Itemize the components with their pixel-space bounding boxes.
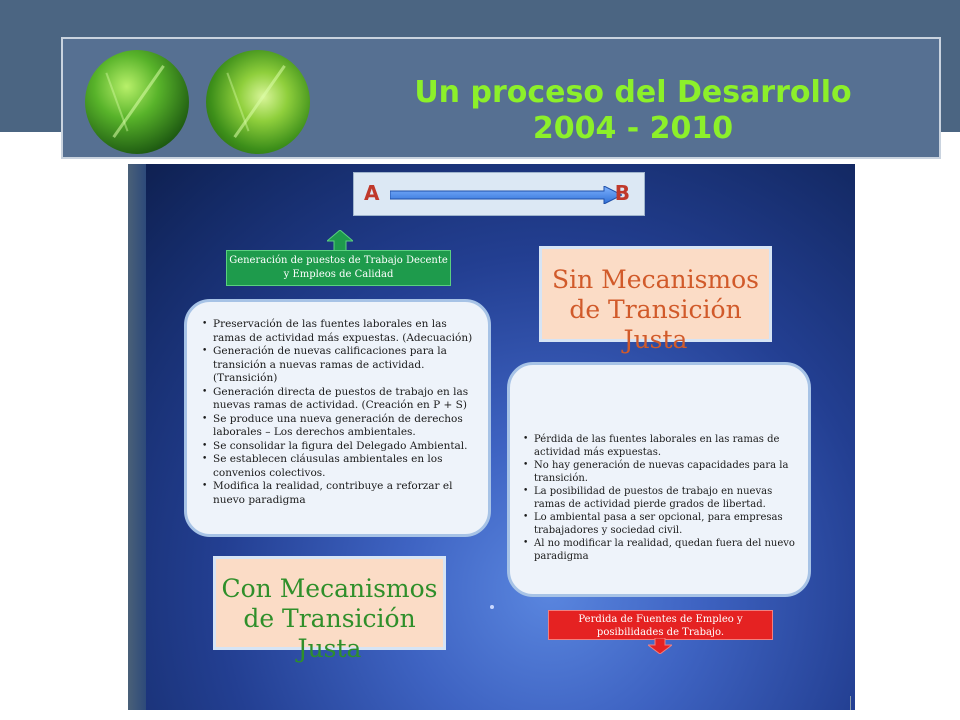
list-item: • Al no modificar la realidad, quedan fuera del nuevo paradigma <box>534 537 798 563</box>
left-bullet-list <box>201 318 478 507</box>
red-down-arrow-icon <box>648 638 672 654</box>
decorative-dot <box>490 605 494 609</box>
green-outcome-box: Generación de puestos de Trabajo Decente y Empleos de Calidad <box>226 250 451 286</box>
right-arrow-icon <box>390 186 622 204</box>
label-a: A <box>364 181 380 205</box>
label-b: B <box>614 181 630 205</box>
sin-mecanismos-box: Sin Mecanismos de Transición Justa <box>539 246 772 342</box>
green-up-arrow-icon <box>327 230 353 252</box>
con-mecanismos-box: Con Mecanismos de Transición Justa <box>213 556 446 650</box>
title-line-1: Un proceso del Desarrollo <box>414 75 852 110</box>
left-bullets-panel <box>184 299 491 537</box>
list-item: • Se consolidar la figura del Delegado Ambiental. <box>213 440 478 454</box>
list-item: • Modifica la realidad, contribuye a reforzar el nuevo paradigma <box>213 480 478 507</box>
list-item: • Generación directa de puestos de trabajo en las nuevas ramas de actividad. (Creación en P + S) <box>213 386 478 413</box>
list-item: • Pérdida de las fuentes laborales en las ramas de actividad más expuestas. <box>534 433 798 459</box>
leaf-image-left <box>85 50 189 154</box>
leaf-image-right <box>206 50 310 154</box>
list-item: • Se establecen cláusulas ambientales en los convenios colectivos. <box>213 453 478 480</box>
right-bullets-panel <box>507 362 811 597</box>
diagram-slide <box>128 164 855 710</box>
list-item: • Preservación de las fuentes laborales en las ramas de actividad más expuestas. (Adecuación) <box>213 318 478 345</box>
list-item: • Lo ambiental pasa a ser opcional, para empresas trabajadores y sociedad civil. <box>534 511 798 537</box>
list-item: • La posibilidad de puestos de trabajo en nuevas ramas de actividad pierde grados de libertad. <box>534 485 798 511</box>
page-title <box>333 75 933 147</box>
ab-arrow-box <box>353 172 645 216</box>
page-edge-mark <box>850 696 857 710</box>
list-item: • Se produce una nueva generación de derechos laborales – Los derechos ambientales. <box>213 413 478 440</box>
list-item: • No hay generación de nuevas capacidades para la transición. <box>534 459 798 485</box>
title-line-2: 2004 - 2010 <box>532 111 734 146</box>
list-item: • Generación de nuevas calificaciones para la transición a nuevas ramas de actividad. (Transición) <box>213 345 478 386</box>
right-bullet-list <box>522 433 798 563</box>
header-banner <box>61 37 941 159</box>
red-outcome-box: Perdida de Fuentes de Empleo y posibilidades de Trabajo. <box>548 610 773 640</box>
